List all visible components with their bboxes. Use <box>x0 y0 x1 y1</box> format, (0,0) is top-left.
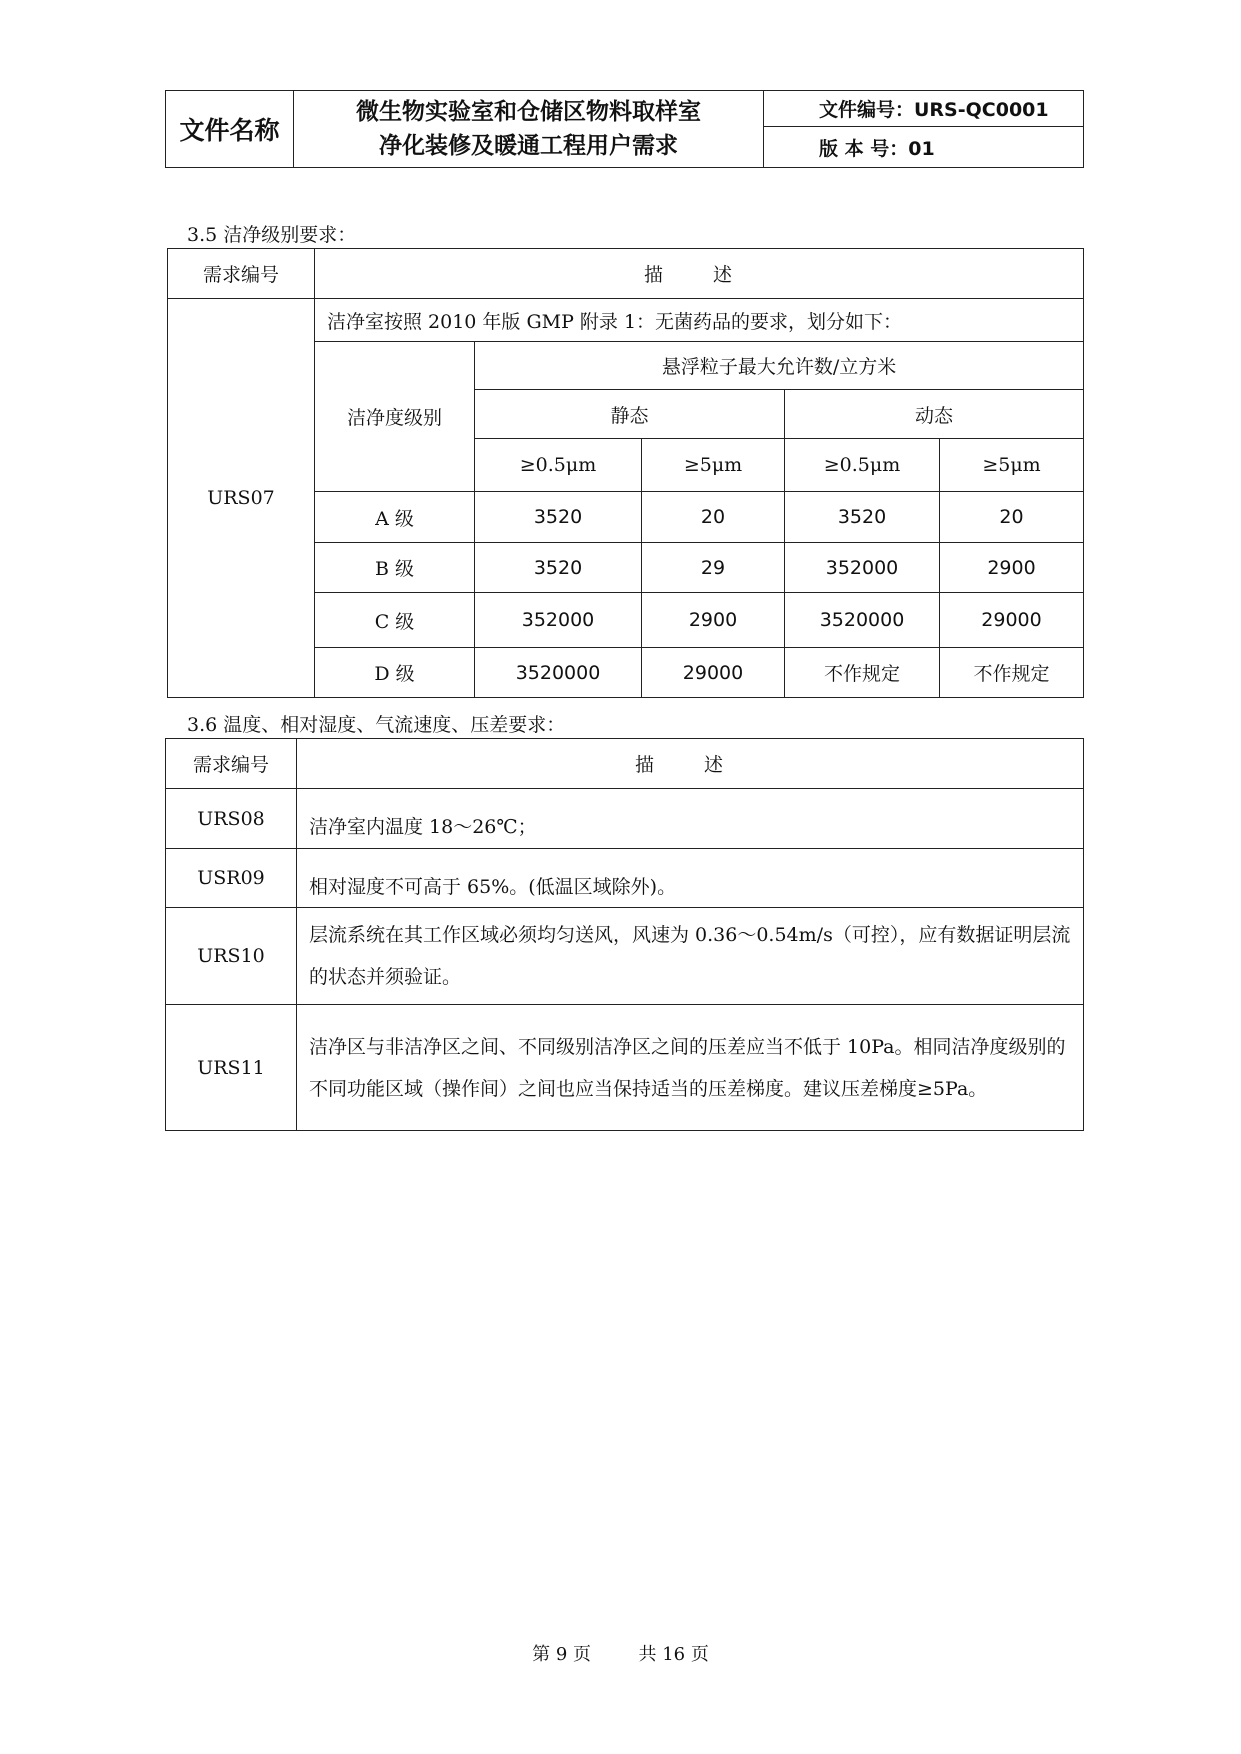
requirement-desc: 相对湿度不可高于 65%。(低温区域除外)。 <box>297 849 1084 908</box>
requirement-id: URS08 <box>166 789 297 849</box>
table-row <box>166 1005 1084 1131</box>
table-row <box>166 908 1084 1005</box>
col-header-desc: 描 述 <box>297 739 1084 789</box>
value-cell: 不作规定 <box>940 648 1084 698</box>
grade-cell: B 级 <box>315 543 475 593</box>
requirement-id: USR09 <box>166 849 297 908</box>
grade-cell: C 级 <box>315 593 475 648</box>
requirement-desc: 洁净区与非洁净区之间、不同级别洁净区之间的压差应当不低于 10Pa。相同洁净度级别的不同功能区域（操作间）之间也应当保持适当的压差梯度。建议压差梯度≥5Pa。 <box>297 1005 1084 1131</box>
table-row <box>166 849 1084 908</box>
requirement-id: URS11 <box>166 1005 297 1131</box>
value-cell: 3520 <box>785 492 940 543</box>
value-cell: 2900 <box>940 543 1084 593</box>
document-number: 文件编号：URS-QC0001 <box>764 91 1084 127</box>
requirement-id: URS07 <box>168 299 315 698</box>
value-cell: 3520000 <box>475 648 642 698</box>
title-line-2: 净化装修及暖通工程用户需求 <box>379 133 678 159</box>
page-footer <box>0 1640 1241 1666</box>
value-cell: 20 <box>642 492 785 543</box>
document-header <box>165 90 1084 168</box>
title-line-1: 微生物实验室和仓储区物料取样室 <box>356 99 701 125</box>
static-size-0-5: ≥0.5μm <box>475 439 642 492</box>
value-cell: 20 <box>940 492 1084 543</box>
requirement-intro: 洁净室按照 2010 年版 GMP 附录 1：无菌药品的要求，划分如下： <box>315 299 1084 342</box>
value-cell: 352000 <box>785 543 940 593</box>
page-number: 第 9 页 <box>532 1644 592 1665</box>
value-cell: 3520 <box>475 543 642 593</box>
document-title <box>294 91 764 168</box>
grade-header: 洁净度级别 <box>315 342 475 492</box>
col-header-id: 需求编号 <box>168 249 315 299</box>
value-cell: 3520000 <box>785 593 940 648</box>
dynamic-size-0-5: ≥0.5μm <box>785 439 940 492</box>
static-size-5: ≥5μm <box>642 439 785 492</box>
value-cell: 3520 <box>475 492 642 543</box>
grade-cell: D 级 <box>315 648 475 698</box>
table-row <box>166 789 1084 849</box>
value-cell: 352000 <box>475 593 642 648</box>
section-3-5-title: 3.5 洁净级别要求： <box>187 224 357 246</box>
grade-cell: A 级 <box>315 492 475 543</box>
requirement-desc: 层流系统在其工作区域必须均匀送风，风速为 0.36～0.54m/s（可控），应有数据证明层流的状态并须验证。 <box>297 908 1084 1005</box>
dynamic-header: 动态 <box>785 390 1084 439</box>
environment-table <box>165 738 1084 1131</box>
file-name-label: 文件名称 <box>166 91 294 168</box>
value-cell: 2900 <box>642 593 785 648</box>
page-total: 共 16 页 <box>638 1644 709 1665</box>
value-cell: 不作规定 <box>785 648 940 698</box>
dynamic-size-5: ≥5μm <box>940 439 1084 492</box>
col-header-desc: 描 述 <box>315 249 1084 299</box>
requirement-desc: 洁净室内温度 18～26℃； <box>297 789 1084 849</box>
requirement-id: URS10 <box>166 908 297 1005</box>
value-cell: 29 <box>642 543 785 593</box>
version-number: 版 本 号：01 <box>764 127 1084 168</box>
col-header-id: 需求编号 <box>166 739 297 789</box>
section-3-6-title: 3.6 温度、相对湿度、气流速度、压差要求： <box>187 714 566 736</box>
static-header: 静态 <box>475 390 785 439</box>
value-cell: 29000 <box>940 593 1084 648</box>
particle-header: 悬浮粒子最大允许数/立方米 <box>475 342 1084 390</box>
value-cell: 29000 <box>642 648 785 698</box>
cleanliness-table <box>167 248 1084 698</box>
